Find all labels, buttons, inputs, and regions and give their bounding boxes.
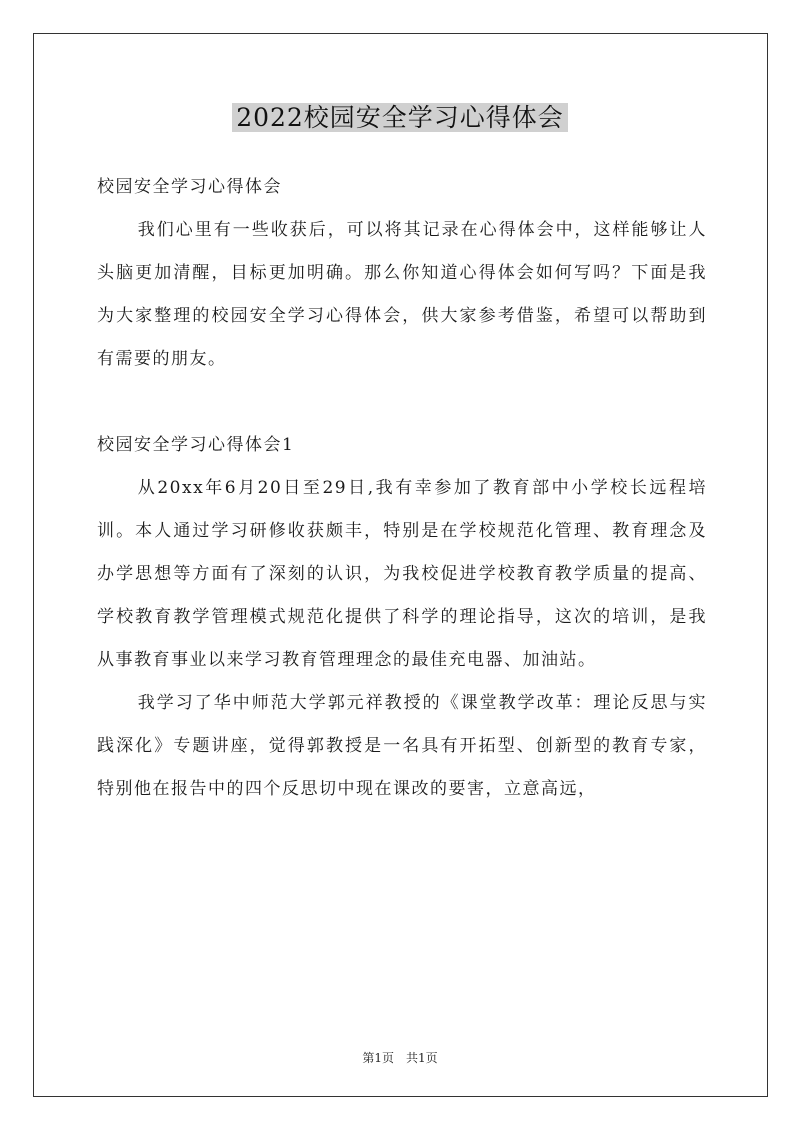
page-number: 第1页 共1页 [362,1051,438,1065]
intro-heading: 校园安全学习心得体会 [97,177,282,197]
page-footer [0,1050,800,1066]
section1-paragraph-1: 从20xx年6月20日至29日,我有幸参加了教育部中小学校长远程培训。本人通过学习研修收获颇丰，特别是在学校规范化管理、教育理念及办学思想等方面有了深刻的认识，为我校促进学校教育教学质量的提高、学校教育教学管理模式规范化提供了科学的理论指导，这次的培训，是我从事教育事业以来学习教育管理理念的最佳充电器、加油站。 [97,478,707,670]
section1-paragraph-2: 我学习了华中师范大学郭元祥教授的《课堂教学改革：理论反思与实践深化》专题讲座，觉得郭教授是一名具有开拓型、创新型的教育专家，特别他在报告中的四个反思切中现在课改的要害，立意高远， [97,693,707,799]
section1-heading: 校园安全学习心得体会1 [97,435,295,455]
document-title-container [0,98,800,138]
document-body [97,166,707,811]
section-spacer [97,381,707,424]
intro-paragraph: 我们心里有一些收获后，可以将其记录在心得体会中，这样能够让人头脑更加清醒，目标更加明确。那么你知道心得体会如何写吗？下面是我为大家整理的校园安全学习心得体会，供大家参考借鉴，希望可以帮助到有需要的朋友。 [97,220,707,369]
document-title: 2022校园安全学习心得体会 [232,103,568,132]
